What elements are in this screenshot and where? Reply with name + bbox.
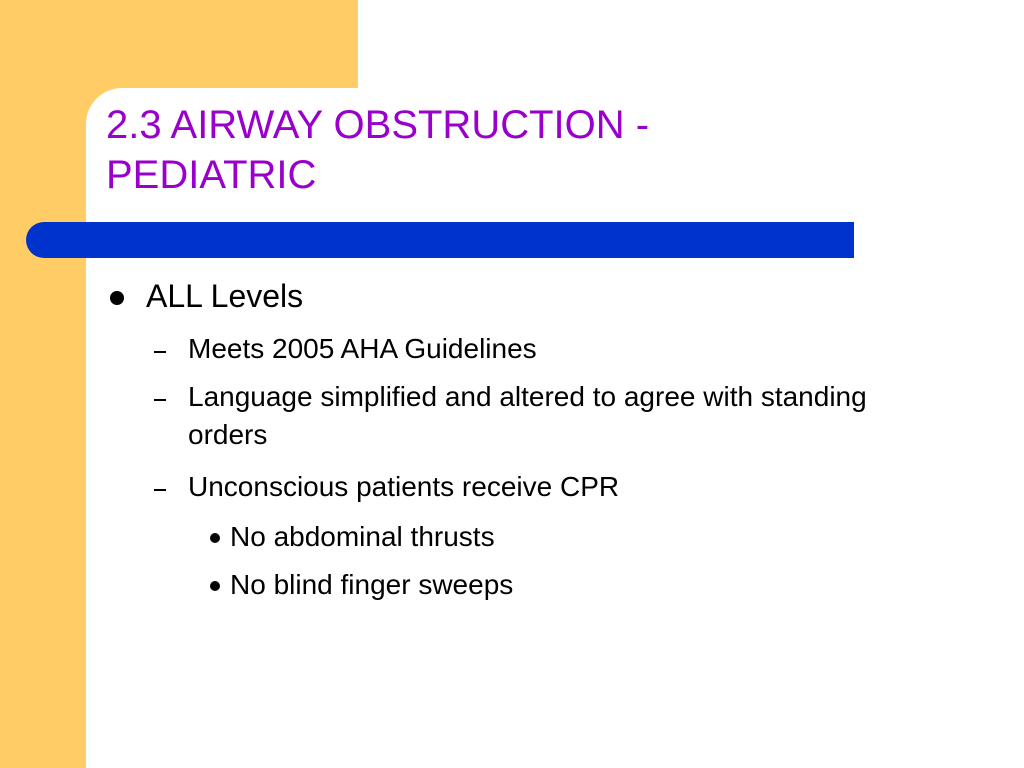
bullet-dot-icon (210, 581, 220, 591)
bullet-dot-icon (210, 533, 220, 543)
dash-icon (154, 399, 166, 401)
subsubbullet-label: No abdominal thrusts (230, 521, 495, 552)
subbullet-aha-guidelines (154, 330, 537, 368)
subbullet-label: Unconscious patients receive CPR (188, 471, 620, 502)
dash-icon (154, 351, 166, 353)
subsubbullet-label: No blind finger sweeps (230, 569, 514, 600)
slide-title-line-1: 2.3 AIRWAY OBSTRUCTION - (106, 103, 650, 147)
subbullet-unconscious (154, 468, 619, 506)
subbullet-language (154, 378, 894, 454)
dash-icon (154, 489, 166, 491)
bullet-dot-icon (110, 291, 124, 305)
slide-title-line-2: PEDIATRIC (106, 153, 317, 197)
bullet-all-levels (110, 276, 303, 316)
subbullet-label: Meets 2005 AHA Guidelines (188, 333, 537, 364)
subbullet-label: Language simplified and altered to agree with standing orders (188, 381, 867, 450)
subsubbullet-finger-sweeps (210, 566, 513, 604)
bullet-label: ALL Levels (146, 278, 304, 314)
subsubbullet-abdominal (210, 518, 495, 556)
